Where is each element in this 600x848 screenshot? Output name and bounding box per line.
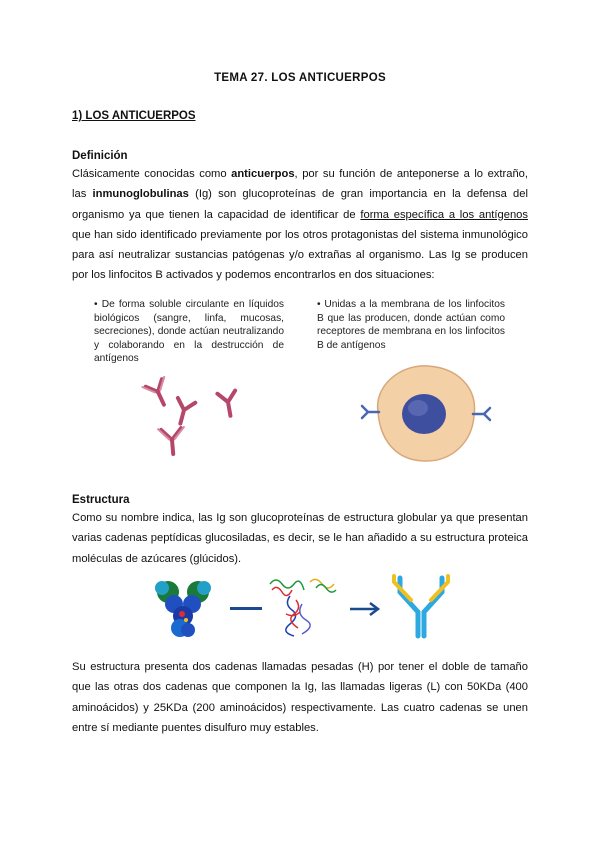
section-heading: 1) LOS ANTICUERPOS <box>72 110 196 122</box>
connector-bar <box>230 607 262 610</box>
estructura-paragraph: Como su nombre indica, las Ig son glucoproteínas de estructura globular ya que presentan varias cadenas peptídicas glucosiladas, es decir, se le han añadido a su estructura proteica moléculas de azúcares (glúcidos). <box>72 512 528 565</box>
antibody-3 <box>217 391 239 418</box>
soluble-bullet: • De forma soluble circulante en líquidos biológicos (sangre, linfa, mucosas, secreciones), donde actúan neutralizando y colaborando en la destrucción de antígenos <box>94 299 284 364</box>
membrane-receptor-left <box>362 406 379 418</box>
cadenas-paragraph: Su estructura presenta dos cadenas llamadas pesadas (H) por tener el doble de tamaño que las otras dos cadenas que componen la Ig, las llamadas ligeras (L) con 50KDa (400 aminoácidos) y 25KDa (200 aminoácidos) respectivamente. Las cuatro cadenas se unen entre sí mediante puentes disulfuro muy estables. <box>72 661 528 734</box>
ribbon-model <box>270 579 336 636</box>
membrane-bullet: • Unidas a la membrana de los linfocitos B que las producen, donde actúan como receptores de membrana en los linfocitos B de antígenos <box>317 299 505 351</box>
globular-model <box>155 581 211 637</box>
schematic-antibody <box>394 576 448 636</box>
arrow-icon <box>350 603 378 615</box>
definicion-paragraph: Clásicamente conocidas como anticuerpos, por su función de anteponerse a lo extraño, las inmunoglobulinas (Ig) son glucoproteínas de gran importancia en la defensa del organismo ya que tienen la capacidad de identificar de forma específica a los antígenos que han sido identificado previamente por los otros protagonistas del sistema inmunológico para así neutralizar sustancias patógenas y/o extrañas al organismo. Las Ig se producen por los linfocitos B activados y podemos encontrarlos en dos situaciones: <box>72 168 528 282</box>
antibody-structure-diagram <box>150 574 450 644</box>
definicion-heading: Definición <box>72 150 128 162</box>
membrane-receptor-right <box>473 408 490 420</box>
page-title: TEMA 27. LOS ANTICUERPOS <box>214 72 386 84</box>
soluble-antibodies-illustration <box>140 372 260 467</box>
b-cell-illustration <box>360 358 490 468</box>
antibody-1 <box>142 377 174 410</box>
antibody-4 <box>158 427 186 455</box>
antibody-2 <box>172 398 196 426</box>
estructura-heading: Estructura <box>72 494 130 506</box>
